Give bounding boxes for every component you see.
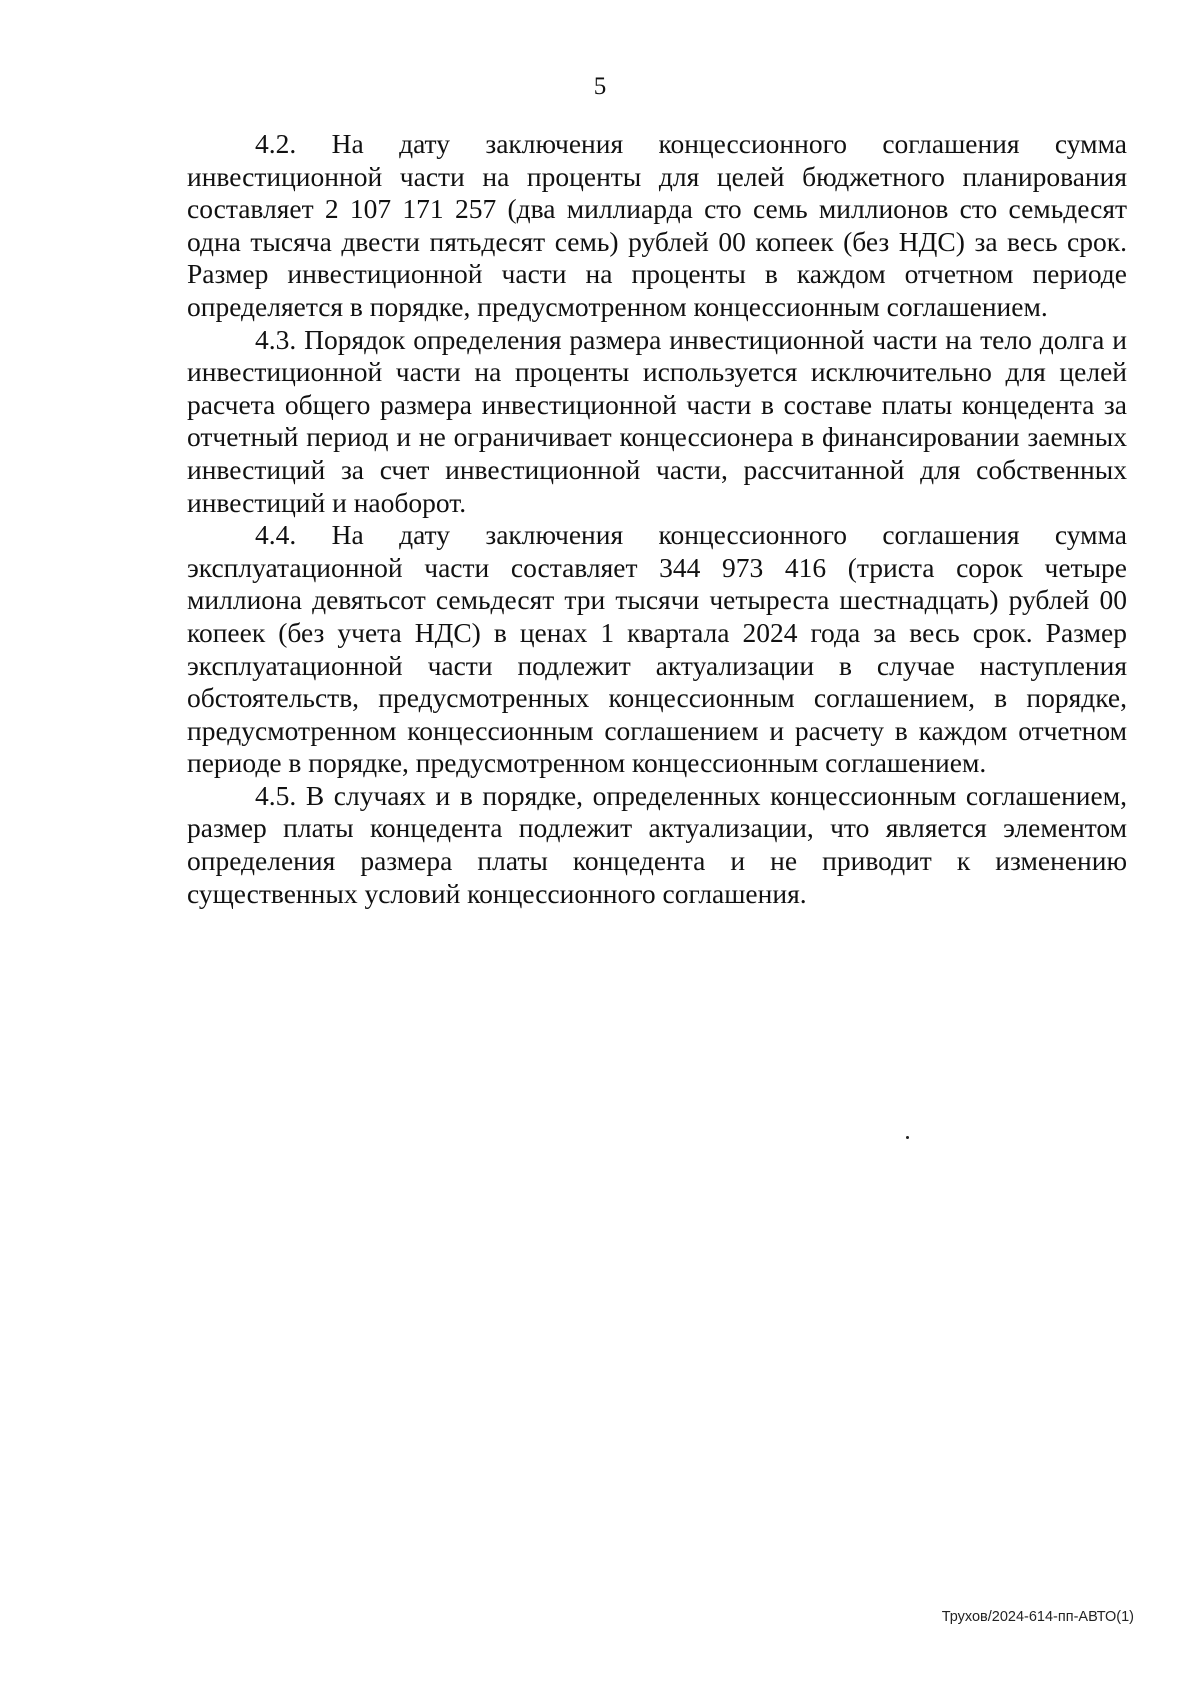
paragraph-4-5: 4.5. В случаях и в порядке, определенных концессионным соглашением, размер платы концедента подлежит актуализации, что является элементом определения размера платы концедента и не приводит к изменению существенных условий концессионного соглашения.	[187, 779, 1127, 909]
paragraph-4-3: 4.3. Порядок определения размера инвестиционной части на тело долга и инвестиционной части на проценты используется исключительно для целей расчета общего размера инвестиционной части в составе платы концедента за отчетный период и не ограничивает концессионера в финансировании заемных инвестиций за счет инвестиционной части, рассчитанной для собственных инвестиций и наоборот.	[187, 323, 1127, 518]
page-number: 5	[593, 73, 607, 100]
document-body	[187, 128, 1127, 910]
paragraph-4-2: 4.2. На дату заключения концессионного соглашения сумма инвестиционной части на проценты для целей бюджетного планирования составляет 2 107 171 257 (два миллиарда сто семь миллионов сто семьдесят одна тысяча двести пятьдесят семь) рублей 00 копеек (без НДС) за весь срок. Размер инвестиционной части на проценты в каждом отчетном периоде определяется в порядке, предусмотренном концессионным соглашением.	[187, 128, 1127, 322]
footer-document-code: Трухов/2024-614-пп-АВТО(1)	[941, 1609, 1134, 1625]
paragraph-4-4: 4.4. На дату заключения концессионного соглашения сумма эксплуатационной части составляет 344 973 416 (триста сорок четыре миллиона девятьсот семьдесят три тысячи четыреста шестнадцать) рублей 00 копеек (без учета НДС) в ценах 1 квартала 2024 года за весь срок. Размер эксплуатационной части подлежит актуализации в случае наступления обстоятельств, предусмотренных концессионным соглашением, в порядке, предусмотренном концессионным соглашением и расчету в каждом отчетном периоде в порядке, предусмотренном концессионным соглашением.	[187, 519, 1127, 779]
scan-speck	[906, 1136, 909, 1139]
